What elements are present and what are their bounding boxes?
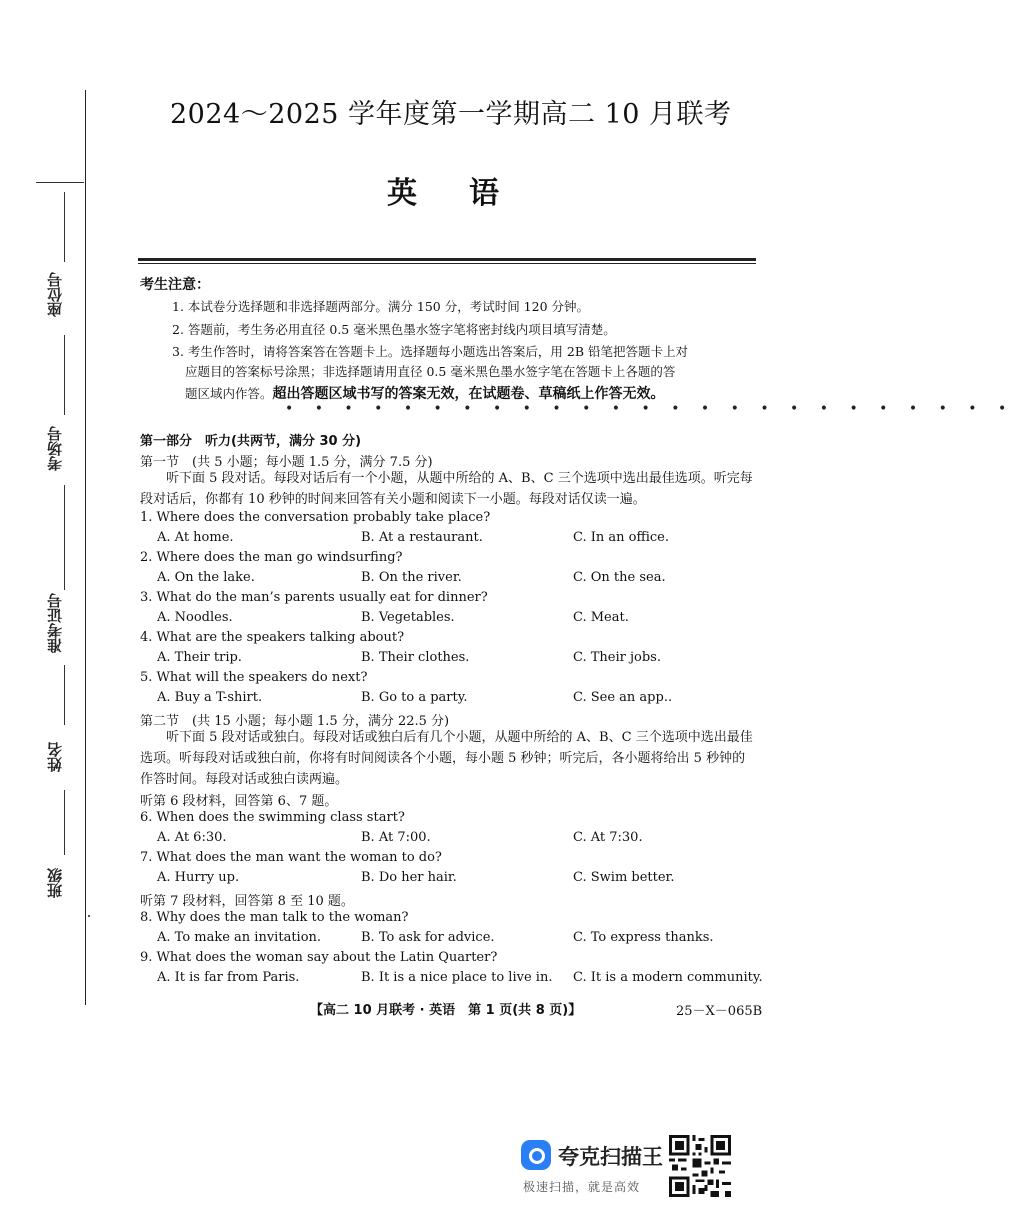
seat-line	[64, 192, 65, 262]
option-7c: C. Swim better.	[573, 870, 675, 885]
option-1b: B. At a restaurant.	[361, 530, 483, 545]
option-8b: B. To ask for advice.	[361, 930, 495, 945]
notice-heading: 考生注意：	[140, 277, 210, 293]
notice-item-3-line-3	[185, 383, 665, 403]
section-1-instructions: 听下面 5 段对话。每段对话后有一个小题，从题中所给的 A、B、C 三个选项中选出最佳选项。听完每段对话后，你都有 10 秒钟的时间来回答有关小题和阅读下一小题。每段对话仅读一遍。	[140, 471, 753, 507]
header-rule-thick	[138, 258, 756, 261]
header-rule-thin	[138, 263, 756, 264]
scanner-logo-icon	[521, 1140, 551, 1170]
notice-item-3-line-1: 3. 考生作答时，请将答案答在答题卡上。选择题每小题选出答案后，用 2B 铅笔把答题卡上对	[172, 344, 688, 359]
question-4: 4. What are the speakers talking about?	[140, 630, 405, 645]
question-1: 1. Where does the conversation probably take place?	[140, 510, 491, 525]
option-3c: C. Meat.	[573, 610, 629, 625]
class-label: 班级	[46, 868, 64, 898]
question-5: 5. What will the speakers do next?	[140, 670, 368, 685]
section-2-heading: 第二节 (共 15 小题；每小题 1.5 分，满分 22.5 分)	[140, 714, 450, 729]
option-1a: A. At home.	[157, 530, 234, 545]
name-line	[64, 665, 65, 725]
option-2c: C. On the sea.	[573, 570, 666, 585]
class-line	[64, 790, 65, 855]
option-7b: B. Do her hair.	[361, 870, 457, 885]
material-7-heading: 听第 7 段材料，回答第 8 至 10 题。	[140, 894, 354, 909]
question-3: 3. What do the man’s parents usually eat for dinner?	[140, 590, 488, 605]
binding-line	[85, 90, 86, 1005]
question-8: 8. Why does the man talk to the woman?	[140, 910, 409, 925]
seat-label: 座位号	[46, 272, 64, 317]
option-8c: C. To express thanks.	[573, 930, 714, 945]
subject-title: 英语	[387, 176, 551, 211]
admission-line	[64, 485, 65, 590]
notice-item-3-text: 题区域内作答。	[185, 386, 273, 401]
section-1-heading: 第一节 (共 5 小题；每小题 1.5 分，满分 7.5 分)	[140, 455, 433, 470]
option-5c: C. See an app..	[573, 690, 673, 705]
option-3a: A. Noodles.	[157, 610, 233, 625]
admission-label: 准考证号	[46, 593, 64, 653]
option-6a: A. At 6:30.	[157, 830, 227, 845]
option-4b: B. Their clothes.	[361, 650, 470, 665]
option-5b: B. Go to a party.	[361, 690, 468, 705]
question-7: 7. What does the man want the woman to do?	[140, 850, 442, 865]
scanner-name: 夸克扫描王	[558, 1145, 663, 1169]
exam-room-line	[64, 335, 65, 415]
page-footer: 【高二 10 月联考 · 英语 第 1 页(共 8 页)】	[310, 1003, 582, 1018]
notice-emphasis: 超出答题区域书写的答案无效，在试题卷、草稿纸上作答无效。	[272, 386, 665, 402]
question-6: 6. When does the swimming class start?	[140, 810, 405, 825]
notice-item-1: 1. 本试卷分选择题和非选择题两部分。满分 150 分，考试时间 120 分钟。	[172, 299, 590, 314]
option-5a: A. Buy a T-shirt.	[157, 690, 263, 705]
option-8a: A. To make an invitation.	[157, 930, 322, 945]
option-7a: A. Hurry up.	[157, 870, 240, 885]
notice-item-2: 2. 答题前，考生务必用直径 0.5 毫米黑色墨水签字笔将密封线内项目填写清楚。	[172, 322, 616, 337]
qr-code-icon	[669, 1135, 731, 1197]
option-9a: A. It is far from Paris.	[157, 970, 300, 985]
option-6b: B. At 7:00.	[361, 830, 431, 845]
question-9: 9. What does the woman say about the Latin Quarter?	[140, 950, 498, 965]
scanner-slogan: 极速扫描，就是高效	[523, 1180, 641, 1194]
option-4c: C. Their jobs.	[573, 650, 661, 665]
option-2b: B. On the river.	[361, 570, 462, 585]
option-3b: B. Vegetables.	[361, 610, 455, 625]
option-1c: C. In an office.	[573, 530, 669, 545]
emphasis-dots: • • • • • • • • • • • • • • • • • • • • • • • • •	[285, 401, 1015, 417]
part-1-heading: 第一部分 听力(共两节，满分 30 分)	[140, 434, 362, 449]
binding-tick	[88, 915, 90, 917]
exam-title: 2024～2025 学年度第一学期高二 10 月联考	[170, 99, 732, 130]
option-2a: A. On the lake.	[157, 570, 255, 585]
section-2-instructions: 听下面 5 段对话或独白。每段对话或独白后有几个小题，从题中所给的 A、B、C 三个选项中选出最佳选项。听每段对话或独白前，你将有时间阅读各个小题，每小题 5 秒钟；听完后，各小题将给出 5 秒钟的作答时间。每段对话或独白读两遍。	[140, 730, 753, 787]
exam-room-label: 考场号	[46, 426, 64, 471]
question-2: 2. Where does the man go windsurfing?	[140, 550, 403, 565]
option-9c: C. It is a modern community.	[573, 970, 763, 985]
notice-item-3-line-2: 应题目的答案标号涂黑；非选择题请用直径 0.5 毫米黑色墨水签字笔在答题卡上各题的答	[185, 364, 676, 379]
name-label: 姓名	[46, 742, 64, 772]
paper-code: 25－X－065B	[676, 1004, 763, 1019]
option-4a: A. Their trip.	[157, 650, 242, 665]
option-6c: C. At 7:30.	[573, 830, 643, 845]
material-6-heading: 听第 6 段材料，回答第 6、7 题。	[140, 794, 338, 809]
option-9b: B. It is a nice place to live in.	[361, 970, 553, 985]
binding-tick	[36, 182, 84, 183]
